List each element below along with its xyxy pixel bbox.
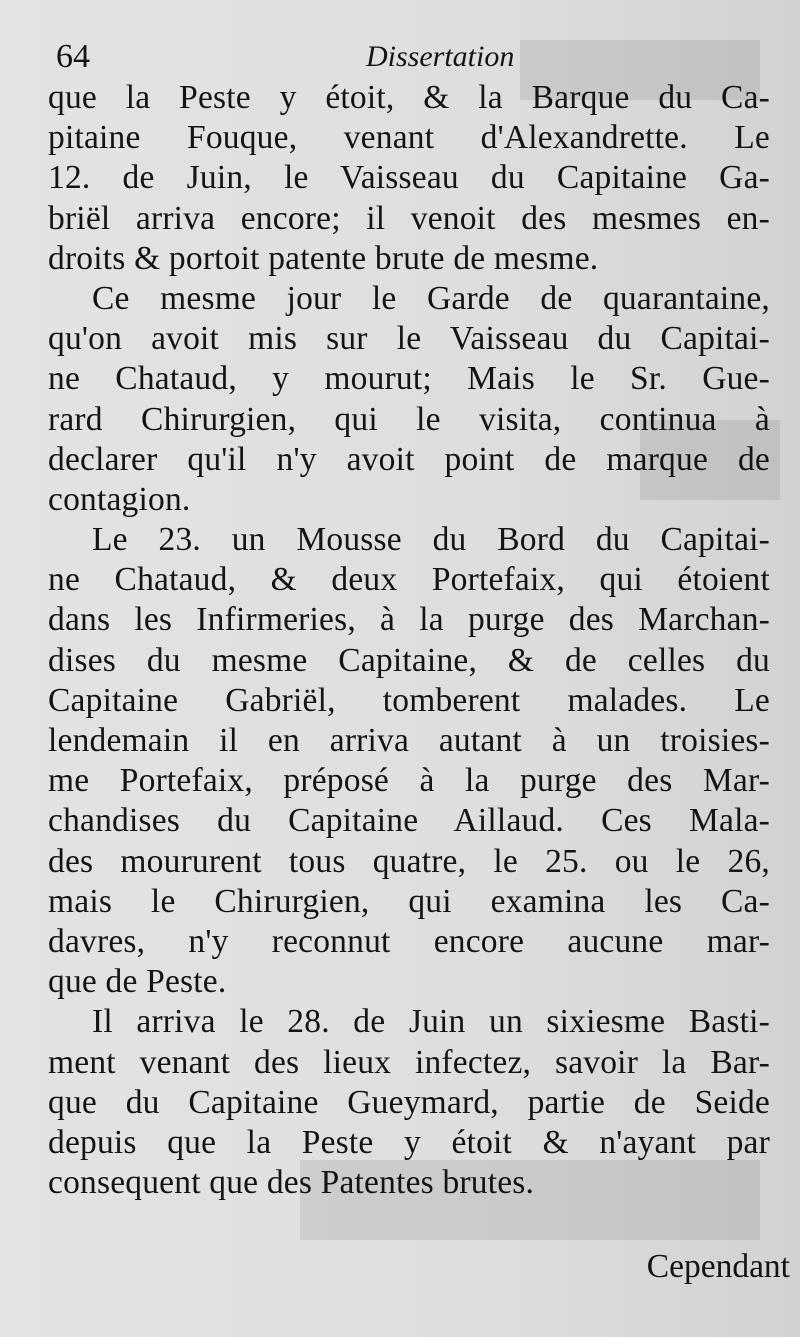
text-line: declarer qu'il n'y avoit point de marque de <box>48 440 770 478</box>
running-title: Dissertation <box>366 40 515 73</box>
text-line: Capitaine Gabriël, tomberent malades. Le <box>48 681 770 719</box>
text-line: que de Peste. <box>48 963 227 1001</box>
text-line: droits & portoit patente brute de mesme. <box>48 239 599 277</box>
text-line: 12. de Juin, le Vaisseau du Capitaine Ga- <box>48 159 770 197</box>
text-line: ne Chataud, y mourut; Mais le Sr. Gue- <box>48 360 770 398</box>
text-line: rard Chirurgien, qui le visita, continua à <box>48 400 770 438</box>
text-line: pitaine Fouque, venant d'Alexandrette. Le <box>48 119 770 157</box>
catchword: Cependant <box>646 1248 790 1285</box>
text-line: ment venant des lieux infectez, savoir la Bar- <box>48 1043 770 1081</box>
text-line: qu'on avoit mis sur le Vaisseau du Capitai- <box>48 320 770 358</box>
paragraph <box>48 78 770 279</box>
paragraph <box>48 520 770 1002</box>
paragraph <box>48 279 770 520</box>
text-line: consequent que des Patentes brutes. <box>48 1164 535 1202</box>
page-number: 64 <box>56 38 90 75</box>
text-line: que du Capitaine Gueymard, partie de Seide <box>48 1083 770 1121</box>
text-line: Ce mesme jour le Garde de quarantaine, <box>92 279 770 317</box>
text-line: mais le Chirurgien, qui examina les Ca- <box>48 882 770 920</box>
text-line: chandises du Capitaine Aillaud. Ces Mala- <box>48 802 770 840</box>
text-line: davres, n'y reconnut encore aucune mar- <box>48 922 770 960</box>
text-line: dans les Infirmeries, à la purge des Marchan- <box>48 601 770 639</box>
text-line: Le 23. un Mousse du Bord du Capitai- <box>92 521 770 559</box>
text-line: lendemain il en arriva autant à un troisies- <box>48 722 770 759</box>
text-line: contagion. <box>48 480 191 518</box>
text-line: que la Peste y étoit, & la Barque du Ca- <box>48 79 770 116</box>
text-line: ne Chataud, & deux Portefaix, qui étoient <box>48 561 770 599</box>
text-line: Il arriva le 28. de Juin un sixiesme Basti- <box>92 1003 770 1041</box>
text-line: me Portefaix, préposé à la purge des Mar- <box>48 762 770 800</box>
text-body <box>48 78 770 1203</box>
text-line: des moururent tous quatre, le 25. ou le 26, <box>48 842 770 880</box>
text-line: dises du mesme Capitaine, & de celles du <box>48 641 770 679</box>
text-line: briël arriva encore; il venoit des mesmes en- <box>48 199 770 237</box>
text-line: depuis que la Peste y étoit & n'ayant par <box>48 1123 770 1161</box>
paragraph <box>48 1002 770 1203</box>
